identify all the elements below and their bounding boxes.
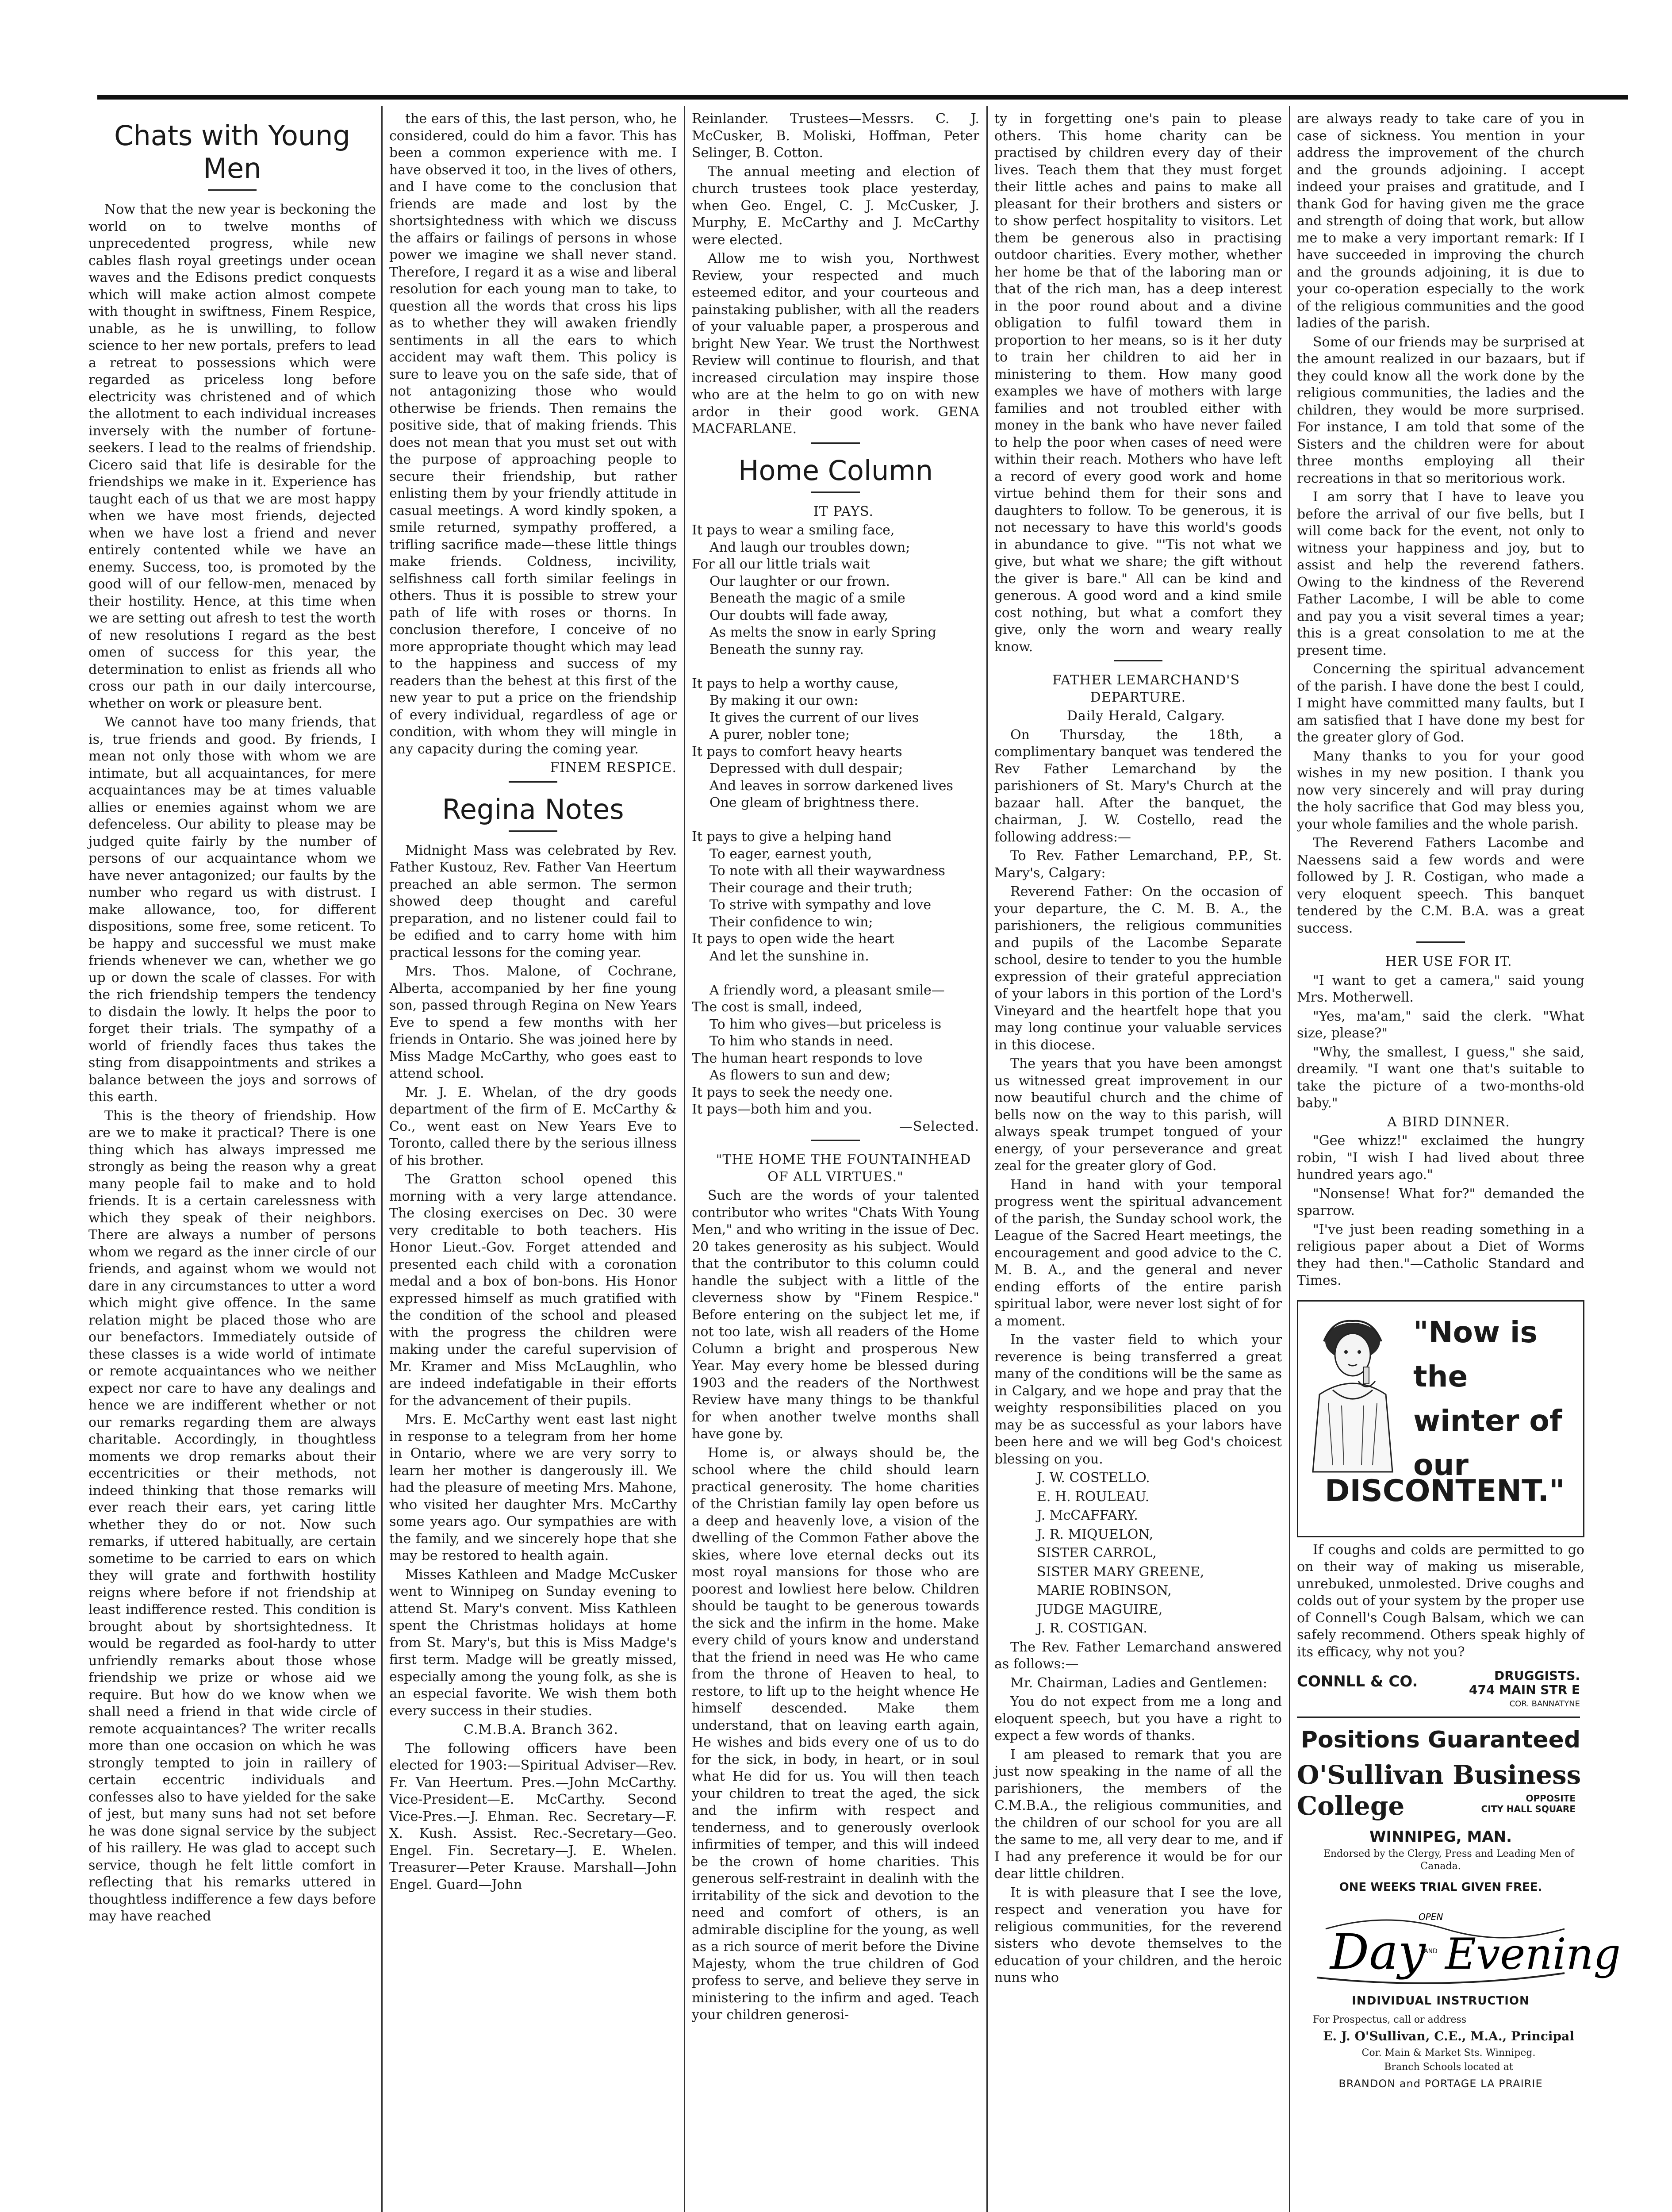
signatory-name: SISTER MARY GREENE, <box>1037 1564 1204 1580</box>
poem-it-pays <box>692 522 979 1118</box>
poem-line: As melts the snow in early Spring <box>709 625 936 640</box>
subheading-home-fountainhead: "THE HOME THE FOUNTAINHEAD OF ALL VIRTUES." <box>716 1152 971 1185</box>
poem-line: It pays to give a helping hand <box>692 829 892 845</box>
section-rule <box>1114 660 1162 661</box>
signature: FINEM RESPICE. <box>550 760 677 776</box>
poem-line: By making it our own: <box>709 693 859 708</box>
poem-line: To strive with sympathy and love <box>709 897 932 913</box>
poem-title: IT PAYS. <box>813 503 874 519</box>
poem-line: Their confidence to win; <box>709 914 873 930</box>
poem-line: Our doubts will fade away, <box>709 607 889 623</box>
endorsement: Endorsed by the Clergy, Press and Leading Men of Canada. <box>1323 1848 1574 1872</box>
logo-open: OPEN <box>1419 1911 1443 1922</box>
poem-credit: —Selected. <box>899 1118 979 1134</box>
poem-line: Beneath the sunny ray. <box>709 641 864 657</box>
poem-line: It pays to comfort heavy hearts <box>692 744 902 760</box>
college-name-line-2: College <box>1297 1790 1405 1821</box>
poem-line: It pays to seek the needy one. <box>692 1084 893 1100</box>
ad-slogan <box>1413 1310 1562 1487</box>
paragraph: "I want to get a camera," said young Mrs. Motherwell. <box>1297 972 1584 1005</box>
signatory-name: MARIE ROBINSON, <box>1037 1583 1172 1598</box>
paragraph: The Gratton school opened this morning with a very large attendance. The closing exercises on Dec. 30 were very creditable to both teachers. His Honor Lieut.-Gov. Forget attended and presented each child with a coronation medal and a box of bon-bons. His Honor expressed himself as much gratified with the condition of the school and pleased with the progress the children were making under the careful supervision of Mr. Kramer and Miss McLaughlin, who are indeed indefatigable in their efforts for the advancement of their pupils. <box>389 1171 677 1409</box>
poem-line: It pays to open wide the heart <box>692 931 894 947</box>
signatory-name: J. W. COSTELLO. <box>1037 1470 1150 1486</box>
column-divider <box>381 106 383 2212</box>
ad-divider <box>1297 1717 1580 1718</box>
poem-line: It pays—both him and you. <box>692 1102 872 1117</box>
paragraph: Mr. J. E. Whelan, of the dry goods department of the firm of E. McCarthy & Co., went east on New Years Eve to Toronto, called there by the serious illness of his brother. <box>389 1084 677 1168</box>
poem-line <box>692 965 979 982</box>
signatory-name: SISTER CARROL, <box>1037 1545 1157 1561</box>
ad-copy: If coughs and colds are permitted to go on their way of making us miserable, unrebuked, unmolested. Drive coughs and colds out of your system by the proper use of Connell's Cough Balsam, which we can safely recommend. Others speak highly of its efficacy, why not you? <box>1297 1542 1584 1660</box>
column-4 <box>994 111 1282 1989</box>
column-5 <box>1297 111 1621 2092</box>
paragraph: Mrs. E. McCarthy went east last night in response to a telegram from her home in Ontario, where we are very sorry to learn her mother is dangerously ill. We had the pleasure of meeting Mrs. Mahone, who visited her daughter Mrs. McCarthy some years ago. Our sympathies are with the family, and we sincerely hope that she may be restored to health again. <box>389 1412 677 1563</box>
poem-line: Depressed with dull despair; <box>709 761 903 776</box>
heading-underline <box>509 830 557 832</box>
paragraph: ty in forgetting one's pain to please others. This home charity can be practised by children every day of their lives. Teach them that they must forget their little aches and pains to make all pleasant for their brothers and sisters or to show perfect hospitality to visitors. Let them be generous also in practising outdoor charities. Every mother, whether her home be that of the laboring man or that of the rich man, has a deep interest in the poor round about and a divine obligation to fulfil toward them in proportion to her means, so is it her duty to train her children to aid her in ministering to them. How many good examples we have of mothers with large families and not troubled either with money in the bank who have never failed to help the poor when cases of need were within their reach. Mothers who have left a record of every good work and home virtue behind them for their sons and daughters to follow. To be generous, it is not necessary to have this world's goods in abundance to give. "'Tis not what we give, but what we share; the gift without the giver is bare." All can be kind and generous. A good word and a kind smile cost nothing, but what a comfort they give, only the worn and weary really know. <box>994 111 1282 655</box>
paragraph: Midnight Mass was celebrated by Rev. Father Kustouz, Rev. Father Van Heertum preached an able sermon. The sermon showed deep thought and careful preparation, and no listener could fail to be edified and to carry home with him practical lessons for the coming year. <box>389 842 677 960</box>
poem-line: To him who stands in need. <box>709 1033 894 1049</box>
heading-underline <box>811 492 860 493</box>
slogan-line: winter of <box>1413 1403 1562 1438</box>
heading-regina-notes: Regina Notes <box>442 793 624 826</box>
paragraph: The years that you have been amongst us witnessed great improvement in our now beautiful church and the chime of bells now on the way to this parish, will always speak trumpet tongued of your energy, of your perseverance and great zeal for the greater glory of God. <box>994 1056 1282 1174</box>
subheading-cmba: C.M.B.A. Branch 362. <box>463 1722 619 1737</box>
poem-line: It gives the current of our lives <box>709 710 919 726</box>
company-name: CONNLL & CO. <box>1297 1673 1418 1690</box>
column-1 <box>88 111 376 1927</box>
opposite-label: OPPOSITE <box>1526 1793 1576 1804</box>
section-rule <box>509 781 557 783</box>
individual-instruction: INDIVIDUAL INSTRUCTION <box>1352 1994 1530 2008</box>
connell-advertisement <box>1297 1300 1584 1537</box>
woman-illustration-icon <box>1306 1315 1399 1474</box>
heading-home-column: Home Column <box>738 454 933 487</box>
druggists-label: DRUGGISTS. <box>1494 1668 1580 1683</box>
logo-and: AND <box>1424 1947 1438 1955</box>
store-corner: COR. BANNATYNE <box>1509 1699 1580 1709</box>
section-rule <box>811 1140 860 1141</box>
paragraph: I am sorry that I have to leave you before the arrival of our five bells, but I will come back for the event, not only to witness your happiness and joy, but to assist and help the reverend fathers. Owing to the kindness of the Reverend Father Lacombe, I will be able to come and pay you a visit several times a year; this is a great consolation to me at the present time. <box>1297 489 1584 658</box>
paragraph: Mrs. Thos. Malone, of Cochrane, Alberta, accompanied by her fine young son, passed through Regina on New Years Eve to spend a few months with her friends in Ontario. She was joined here by Miss Madge McCarthy, who goes east to attend school. <box>389 964 677 1081</box>
poem-line: A friendly word, a pleasant smile— <box>709 982 945 998</box>
poem-line: Beneath the magic of a smile <box>709 591 905 606</box>
poem-line: And let the sunshine in. <box>709 948 869 964</box>
paragraph: The following officers have been elected for 1903:—Spiritual Adviser—Rev. Fr. Van Heertum. Pres.—John McCarthy. Vice-President—E. McCarthy. Second Vice-Pres.—J. Ehman. Rec. Secretary—F. X. Kush. Assist. Rec.-Secretary—Geo. Engel. Fin. Secretary—J. E. Whelen. Treasurer—Peter Krause. Marshall—John Engel. Guard—John <box>389 1740 677 1893</box>
paragraph: In the vaster field to which your reverence is being transferred a great many of the conditions will be the same as in Calgary, and we hope and pray that the weighty responsibilities placed on you may be as successful as your labors have been here and we will beg God's choicest blessing on you. <box>994 1332 1282 1467</box>
poem-line: It pays to help a worthy cause, <box>692 676 899 691</box>
paragraph: This is the theory of friendship. How are we to make it practical? There is one thing which has always impressed me strongly as being the reason why a great many people fail to make and to hold friends. It is a certain carelessness with which they speak of their neighbors. There are always a number of persons whom we regard as the inner circle of our friends, and against whom we would not dare in any circumstances to utter a word which might give offence. In the same relation might be placed those who are our benefactors. Immediately outside of these classes is a wide world of intimate or remote acquaintances who we neither expect nor care to have any dealings and hence we are indifferent whether or not our remarks regarding them are always charitable. Accordingly, in thoughtless moments we drop remarks about their eccentricities or their methods, not indeed thinking that those remarks will ever reach their ears, yet caring little whether they do or not. Now such remarks, if uttered habitually, are certain sometime to be carried to ears on which they will grate and forthwith hostility reigns where before if not friendship at least indifference rested. This condition is brought about by shortsightedness. It would be regarded as fool-hardy to utter unfriendly remarks about those whose friendship we prize or whose aid we require. But how do we know when we shall need a friend in that wide circle of remote acquaintances? The writer recalls more than one occasion on which he was strongly tempted to join in raillery of certain eccentric individuals and confesses also to have yielded for the sake of jest, but many suns had not set before he was done signal service by the subject of his raillery. He was glad to accept such service, though he felt little comfort in reflecting that his remarks uttered in thoughtless indifference a few days before may have reached <box>88 1108 376 1924</box>
college-name-line-1: O'Sullivan Business <box>1297 1759 1581 1790</box>
signatory-name: E. H. ROULEAU. <box>1037 1489 1150 1505</box>
paragraph: Misses Kathleen and Madge McCusker went to Winnipeg on Sunday evening to attend St. Mary's convent. Miss Kathleen spent the Christmas holidays at home from St. Mary's, but this is Miss Madge's first term. Madge will be greatly missed, especially among the young folk, as she is an especial favorite. We wish them both every success in their studies. <box>389 1567 677 1719</box>
prospectus-line: For Prospectus, call or address <box>1313 2014 1467 2025</box>
druggist-address <box>1469 1669 1580 1711</box>
college-name <box>1297 1759 1584 1826</box>
college-city: WINNIPEG, MAN. <box>1369 1828 1512 1846</box>
principal-name: E. J. O'Sullivan, C.E., M.A., Principal <box>1323 2029 1574 2043</box>
store-address: 474 MAIN STR E <box>1469 1682 1580 1697</box>
paragraph: Hand in hand with your temporal progress went the spiritual advancement of the parish, the Sunday school work, the League of the Sacred Heart meetings, the encouragement and good advice to the C. M. B. A., and the general and never ending efforts of the entire parish spiritual labor, were never lost sight of for a moment. <box>994 1177 1282 1329</box>
paragraph: "Why, the smallest, I guess," she said, dreamily. "I want one that's suitable to take the picture of a two-months-old baby." <box>1297 1044 1584 1111</box>
paragraph: Some of our friends may be surprised at the amount realized in our bazaars, but if they could know all the work done by the religious communities, the ladies and the children, they would be more surprised. For instance, I am told that some of the Sisters and the children were for about three months employing all their recreations in that so meritorious work. <box>1297 334 1584 486</box>
poem-line: To him who gives—but priceless is <box>709 1016 942 1032</box>
college-location <box>1481 1793 1576 1814</box>
paragraph: The annual meeting and election of church trustees took place yesterday, when Geo. Engel, C. J. McCusker, J. Murphy, E. McCarthy and J. McCarthy were elected. <box>692 164 979 248</box>
paragraph: Such are the words of your talented contributor who writes "Chats With Young Men," and who writing in the issue of Dec. 20 takes generosity as his subject. Would that the contributor to this column could handle the subject with a little of the cleverness show by "Finem Respice." Before entering on the subject let me, if not too late, wish all readers of the Home Column a bright and prosperous New Year. May every home be blessed during 1903 and the readers of the Northwest Review have many things to be thankful for when another twelve months shall have gone by. <box>692 1188 979 1442</box>
paragraph: The Reverend Fathers Lacombe and Naessens said a few words and were followed by J. R. Costigan, who made a very eloquent speech. This banquet tendered by the C.M. B.A. was a great success. <box>1297 835 1584 936</box>
poem-line: The cost is small, indeed, <box>692 999 863 1015</box>
positions-guaranteed: Positions Guaranteed <box>1300 1727 1581 1753</box>
poem-line <box>692 658 979 676</box>
subheading-a-bird-dinner: A BIRD DINNER. <box>1387 1114 1510 1130</box>
logo-day: Day <box>1330 1923 1426 1980</box>
slogan-line: the <box>1413 1359 1468 1394</box>
paragraph: Home is, or always should be, the school where the child should learn practical generosity. The home charities of the Christian family lay open before us a deep and heavenly love, a vision of the dwelling of the Common Father above the skies, where love eternal decks out its most royal mansions for those who are poorest and lowliest here below. Children should be taught to be generous towards the sick and the infirm in the home. Make every child of yours know and understand that the friend in need was He who came from the throne of Heaven to heal, to restore, to lift up to the height whence He himself descended. Make them understand, that on leaving earth again, He wishes and bids every one of us to do for the sick, in body, in heart, or in soul what He did for us. You will then teach your children to treat the aged, the sick and the infirm with respect and tenderness, and to generously overlook infirmities of temper, and this will indeed be the crown of home charities. This generous self-restraint in dealinh with the irritability of the sick and devotion to the need and comfort of others, is an admirable discipline for the young, as well as a rich source of merit before the Divine Majesty, whom the true children of God profess to serve, and believe they serve in ministering to the infirm and aged. Teach your children generosi- <box>692 1445 979 2023</box>
column-divider <box>986 106 988 2212</box>
col1-body <box>88 201 376 1925</box>
poem-line: To eager, earnest youth, <box>709 846 872 862</box>
poem-line: One gleam of brightness there. <box>709 795 920 810</box>
poem-line: For all our little trials wait <box>692 557 870 572</box>
poem-line: The human heart responds to love <box>692 1050 923 1066</box>
free-trial: ONE WEEKS TRIAL GIVEN FREE. <box>1339 1881 1542 1894</box>
signatory-name: J. R. COSTIGAN. <box>1037 1621 1147 1636</box>
slogan-line: our <box>1413 1448 1469 1482</box>
osullivan-college-advertisement <box>1297 1727 1621 2092</box>
script-logo-icon <box>1299 1902 1621 1991</box>
paragraph: Reverend Father: On the occasion of your departure, the C. M. B. A., the parishioners, the religious communities and pupils of the Lacombe Separate school, desire to tender to you the humble expression of their grateful appreciation of your labors in this portion of the Lord's Vineyard and the heartfelt hope that you may long continue your valuable services in this diocese. <box>994 884 1282 1053</box>
paragraph: Reinlander. Trustees—Messrs. C. J. McCusker, B. Moliski, Hoffman, Peter Selinger, B. Cotton. <box>692 111 979 161</box>
paragraph: the ears of this, the last person, who, he considered, could do him a favor. This has been a common experience with me. I have observed it too, in the lives of others, and I have come to the conclusion that friends are made and lost by the shortsightedness with which we discuss the affairs or failings of persons in whose power we imagine we shall never stand. Therefore, I regard it as a wise and liberal resolution for each young man to take, to question all the words that cross his lips as to whether they will awaken friendly sentiments in all the ears to which accident may waft them. This policy is sure to leave you on the safe side, that of not antagonizing those who would otherwise be friends. Then remains the positive side, that of making friends. This does not mean that you must set out with the purpose of approaching people to secure their friendship, but rather enlisting them by your friendly attitude in casual meetings. A word kindly spoken, a smile returned, sympathy proffered, a trifling sacrifice made—these little things make friends. Coldness, incivility, selfishness call forth similar feelings in others. Thus it is possible to strew your path of life with roses or thorns. In conclusion therefore, I conceive of no more appropriate thought which may lead to the happiness and success of my readers than the behest at this first of the new year to put a price on the friendship of every individual, regardless of age or condition, with whom they will mingle in any capacity during the coming year. <box>389 111 677 757</box>
poem-line: Their courage and their truth; <box>709 880 913 896</box>
branch-locations: BRANDON and PORTAGE LA PRAIRIE <box>1338 2077 1543 2090</box>
paragraph: Many thanks to you for your good wishes in my new position. I thank you now very sincerely and will pray during the holy sacrifice that God may bless you, your whole families and the whole parish. <box>1297 748 1584 832</box>
logo-evening: Evening <box>1445 1929 1621 1979</box>
college-corner: Cor. Main & Market Sts. Winnipeg. <box>1361 2047 1536 2058</box>
signatory-name: J. R. MIQUELON, <box>1037 1526 1154 1542</box>
city-hall-label: CITY HALL SQUARE <box>1481 1803 1576 1814</box>
connell-signature <box>1297 1669 1584 1709</box>
paragraph: It is with pleasure that I see the love, respect and veneration you have for religious communities, for the reverend sisters who devote themselves to the education of your children, and the heroic nuns who <box>994 1885 1282 1985</box>
subheading-lemarchand-departure: FATHER LEMARCHAND'S DEPARTURE. <box>1052 672 1240 705</box>
paragraph: "Yes, ma'am," said the clerk. "What size, please?" <box>1297 1008 1584 1041</box>
paragraph: Allow me to wish you, Northwest Review, your respected and much esteemed editor, and your courteous and painstaking publisher, with all the readers of your valuable paper, a prosperous and bright New Year. We trust the Northwest Review will continue to flourish, and that increased circulation may inspire those who are at the helm to go on with new ardor in their good work. GENA MACFARLANE. <box>692 251 979 437</box>
paragraph: I am pleased to remark that you are just now speaking in the name of all the parishioners, the members of the C.M.B.A., the religious communities, and the children of our school for you are all the same to me, all very dear to me, and if I had any preference it would be for our dear little children. <box>994 1747 1282 1882</box>
poem-line: And laugh our troubles down; <box>709 539 910 555</box>
source-line: Daily Herald, Calgary. <box>1067 708 1225 724</box>
column-2 <box>389 111 677 1895</box>
heading-chats-with-young-men: Chats with Young Men <box>114 119 350 184</box>
poem-line: As flowers to sun and dew; <box>709 1068 891 1083</box>
poem-line: And leaves in sorrow darkened lives <box>709 778 953 794</box>
slogan-line: "Now is <box>1413 1315 1538 1349</box>
column-divider <box>684 106 685 2212</box>
poem-line: Our laughter or our frown. <box>709 573 890 589</box>
poem-line: It pays to wear a smiling face, <box>692 522 895 538</box>
signatory-name: J. McCAFFARY. <box>1037 1508 1138 1523</box>
paragraph: Concerning the spiritual advancement of the parish. I have done the best I could, I might have committed many faults, but I am satisfied that I have done my best for the greater glory of God. <box>1297 661 1584 745</box>
branch-label: Branch Schools located at <box>1384 2061 1513 2073</box>
paragraph: "I've just been reading something in a religious paper about a Diet of Worms they had then."—Catholic Standard and Times. <box>1297 1221 1584 1288</box>
signatory-name: JUDGE MAGUIRE, <box>1037 1601 1163 1617</box>
paragraph: "Gee whizz!" exclaimed the hungry robin, "I wish I had lived about three hundred years ago." <box>1297 1133 1584 1183</box>
day-and-evening-logo <box>1297 1902 1621 1991</box>
paragraph: Mr. Chairman, Ladies and Gentlemen: <box>1010 1675 1267 1691</box>
paragraph: "Nonsense! What for?" demanded the sparrow. <box>1297 1186 1584 1218</box>
paragraph: The Rev. Father Lemarchand answered as follows:— <box>994 1639 1282 1672</box>
paragraph: We cannot have too many friends, that is, true friends and good. By friends, I mean not only those with whom we are intimate, but all acquaintances, for mere acquaintances may be at times valuable allies or enemies against whom we are defenceless. Our ability to please may be judged quite fairly by the number of persons of our acquaintance whom we have never antagonized; our faults by the number who regard us with distrust. I make allowance, too, for different dispositions, some free, some reticent. To be happy and successful we must make friends whenever we can, whether we go up or down the scale of classes. For with the rich friendship tempers the tendency to disdain the lowly. It helps the poor to forget their trials. The sympathy of a world of friendly faces thus takes the sting from disappointments and strikes a balance between the joys and sorrows of this earth. <box>88 714 376 1105</box>
paragraph: are always ready to take care of you in case of sickness. You mention in your address the improvement of the church and the grounds adjoining. I accept indeed your praises and gratitude, and I thank God for having given me the grace and strength of doing that work, but allow me to make a very important remark: If I have succeeded in improving the church and the grounds adjoining, it is due to your co-operation especially to the work of the religious communities and the good ladies of the parish. <box>1297 111 1584 331</box>
column-divider <box>1289 106 1290 2212</box>
section-rule <box>1416 941 1465 943</box>
poem-line <box>692 812 979 829</box>
poem-line: To note with all their waywardness <box>709 863 945 879</box>
paragraph: On Thursday, the 18th, a complimentary banquet was tendered the Rev Father Lemarchand by the parishioners of St. Mary's Church at the bazaar hall. After the banquet, the chairman, J. W. Costello, read the following address:— <box>994 727 1282 845</box>
ad-discontent: DISCONTENT." <box>1325 1473 1565 1509</box>
heading-underline <box>208 189 257 191</box>
poem-line: A purer, nobler tone; <box>709 727 850 742</box>
subheading-her-use-for-it: HER USE FOR IT. <box>1385 954 1512 969</box>
signatories-list <box>994 1470 1282 1637</box>
paragraph: You do not expect from me a long and eloquent speech, but you have a right to expect a few words of thanks. <box>994 1694 1282 1743</box>
section-rule <box>811 442 860 444</box>
paragraph: Now that the new year is beckoning the world on to twelve months of unprecedented progress, while new cables flash royal greetings under ocean waves and the Edisons predict conquests which will make action almost compete with thought in swiftness, Finem Respice, unable, as he is unwilling, to follow science to her new portals, prefers to lead a retreat to possessions which were regarded as priceless long before electricity was christened and of which the allotment to each individual increases inversely with the number of fortune-seekers. I lead to the realms of friendship. Cicero said that life is desirable for the friendships we make in it. Experience has taught each of us that we are most happy when we have most friends, dejected when we have lost a friend and never entirely contented while we have an enemy. Success, too, is promoted by the good will of our fellow-men, menaced by their hostility. Hence, at this time when we are setting out afresh to test the worth of new resolutions I regard as the best omen of success for this year, the determination to enlist as friends all who cross our path in our daily intercourse, whether on work or pleasure bent. <box>88 202 376 711</box>
paragraph: To Rev. Father Lemarchand, P.P., St. Mary's, Calgary: <box>994 848 1282 881</box>
column-3 <box>692 111 979 2026</box>
top-rule <box>97 95 1628 100</box>
